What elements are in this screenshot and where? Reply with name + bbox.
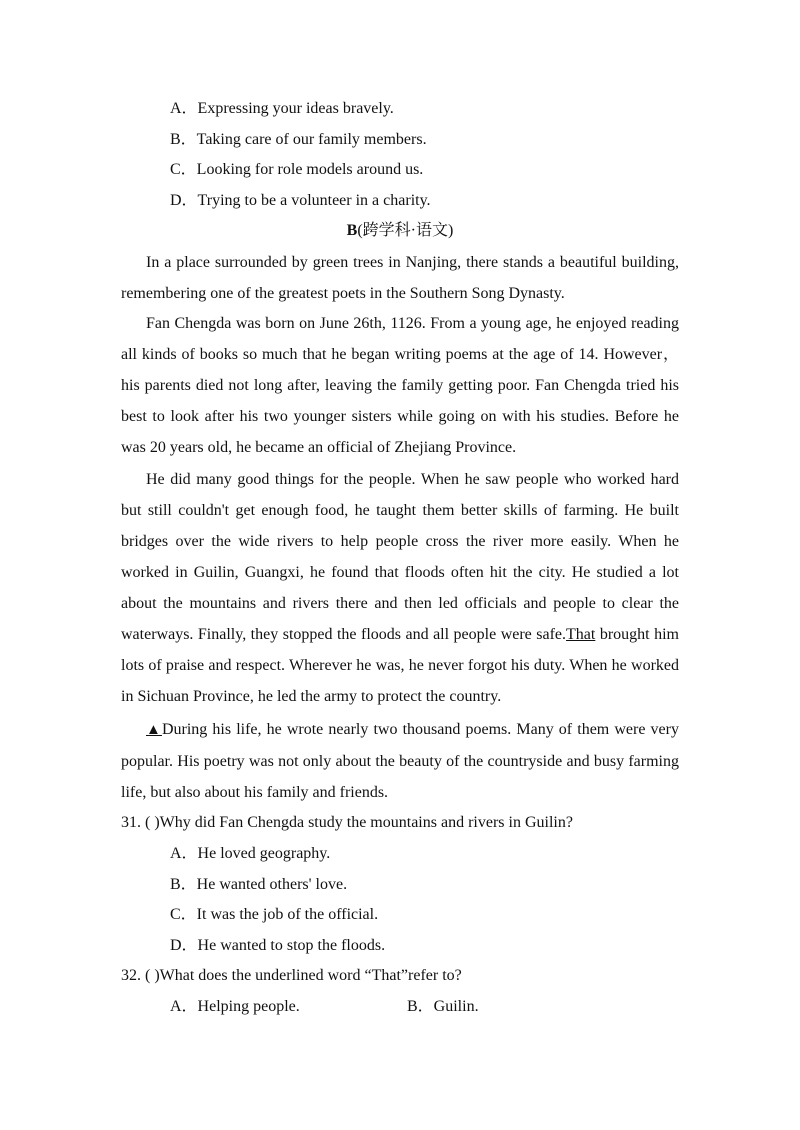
question-32-option-a: A．Helping people. <box>170 998 300 1015</box>
question-31-option-b: B．He wanted others' love. <box>170 876 348 893</box>
prev-option-d: D．Trying to be a volunteer in a charity. <box>170 192 431 209</box>
question-32-options <box>170 997 479 1017</box>
paragraph-3-text-before: He did many good things for the people. When he saw people who worked hard but still couldn't get enough food, he taught them better skills of farming. He built bridges over the wide rivers to help people cross the river more easily. When he worked in Guilin, Guangxi, he found that floods often hit the city. He studied a lot about the mountains and rivers there and then led officials and people to clear the waterways. Finally, they stopped the floods and all people were safe. <box>121 471 679 643</box>
question-32-option-b: B．Guilin. <box>407 998 479 1015</box>
question-31-stem: 31. ( )Why did Fan Chengda study the mountains and rivers in Guilin? <box>121 814 573 831</box>
question-32-stem: 32. ( )What does the underlined word “That”refer to? <box>121 967 462 984</box>
passage-paragraph-1: In a place surrounded by green trees in Nanjing, there stands a beautiful building, remembering one of the greatest poets in the Southern Song Dynasty. <box>121 254 679 302</box>
prev-option-c: C．Looking for role models around us. <box>170 161 424 178</box>
paragraph-4-text: During his life, he wrote nearly two thousand poems. Many of them were very popular. His poetry was not only about the beauty of the countryside and busy farming life, but also about his family and friends. <box>121 721 679 801</box>
question-31-option-d: D．He wanted to stop the floods. <box>170 937 386 954</box>
section-tag: (跨学科·语文) <box>357 222 454 239</box>
prev-option-a: A．Expressing your ideas bravely. <box>170 100 394 117</box>
passage-paragraph-2: Fan Chengda was born on June 26th, 1126. From a young age, he enjoyed reading all kinds of books so much that he began writing poems at the age of 14. However，his parents died not long after, leaving the family getting poor. Fan Chengda tried his best to look after his two younger sisters while going on with his studies. Before he was 20 years old, he became an official of Zhejiang Province. <box>121 315 679 456</box>
passage-paragraph-4 <box>121 714 679 808</box>
section-letter: B <box>346 222 358 239</box>
section-heading <box>0 221 800 241</box>
prev-option-b: B．Taking care of our family members. <box>170 131 427 148</box>
question-31-option-c: C．It was the job of the official. <box>170 906 379 923</box>
triangle-marker-icon: ▲ <box>146 722 162 738</box>
underlined-word-that: That <box>566 626 596 643</box>
question-31-option-a: A．He loved geography. <box>170 845 331 862</box>
passage-paragraph-3 <box>121 464 679 712</box>
paragraph-3-text-after: brought him lots of praise and respect. Wherever he was, he never forgot his duty. When he worked in Sichuan Province, he led the army to protect the country. <box>121 626 679 705</box>
